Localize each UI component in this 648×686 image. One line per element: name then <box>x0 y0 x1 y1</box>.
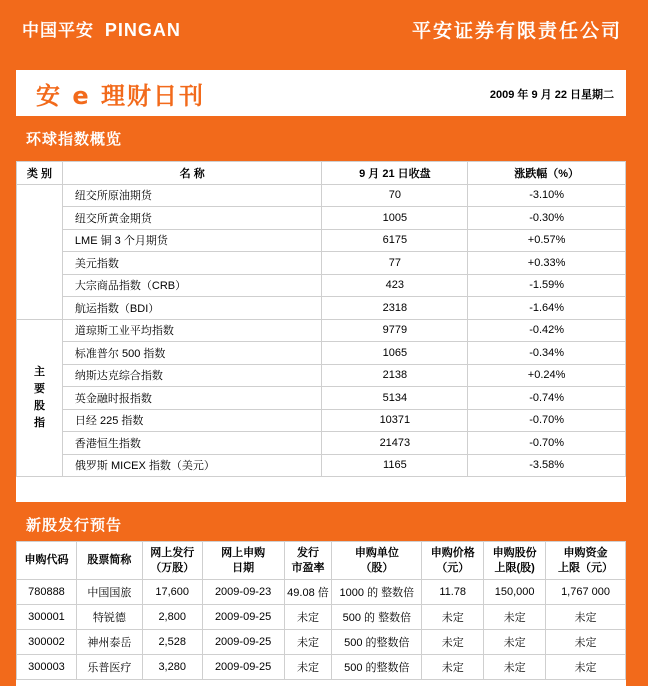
ipo-cell: 300003 <box>17 655 77 680</box>
index-change: -0.70% <box>468 432 626 455</box>
index-close: 77 <box>322 252 468 275</box>
index-change: -0.30% <box>468 207 626 230</box>
ipo-header-cell: 申购代码 <box>17 542 77 580</box>
global-index-panel <box>16 161 626 502</box>
table-row <box>17 364 626 387</box>
ipo-panel <box>16 541 626 686</box>
ipo-header-cell: 申购资金 上限（元） <box>546 542 626 580</box>
header-change: 涨跌幅（%） <box>468 162 626 185</box>
ipo-header-cell: 网上发行 （万股） <box>142 542 202 580</box>
table-row <box>17 252 626 275</box>
index-change: -0.34% <box>468 342 626 365</box>
table-row <box>17 207 626 230</box>
table-row <box>17 319 626 342</box>
ipo-cell: 2,800 <box>142 605 202 630</box>
ipo-cell: 未定 <box>422 605 484 630</box>
ipo-cell: 150,000 <box>484 580 546 605</box>
ipo-cell: 3,280 <box>142 655 202 680</box>
ipo-cell: 2009-09-23 <box>202 580 284 605</box>
header-category: 类 别 <box>17 162 63 185</box>
blank-cell <box>468 477 626 505</box>
ipo-cell: 特锐德 <box>76 605 142 630</box>
table-row <box>17 229 626 252</box>
index-name: 俄罗斯 MICEX 指数（美元） <box>62 454 322 477</box>
ipo-table <box>16 541 626 680</box>
table-header-row <box>17 162 626 185</box>
index-close: 9779 <box>322 319 468 342</box>
table-row <box>17 342 626 365</box>
header-name: 名 称 <box>62 162 322 185</box>
ipo-cell: 500 的整数倍 <box>332 630 422 655</box>
index-name: 香港恒生指数 <box>62 432 322 455</box>
index-close: 5134 <box>322 387 468 410</box>
table-row <box>17 409 626 432</box>
ipo-cell: 未定 <box>484 605 546 630</box>
index-change: -0.74% <box>468 387 626 410</box>
ipo-header-cell: 申购单位 （股） <box>332 542 422 580</box>
index-close: 21473 <box>322 432 468 455</box>
index-change: -1.59% <box>468 274 626 297</box>
index-change: -0.70% <box>468 409 626 432</box>
index-name: 道琼斯工业平均指数 <box>62 319 322 342</box>
index-change: -1.64% <box>468 297 626 320</box>
index-close: 423 <box>322 274 468 297</box>
category-label: 主 要 股 指 <box>33 365 45 429</box>
ipo-cell: 中国国旅 <box>76 580 142 605</box>
index-name: 纽交所原油期货 <box>62 184 322 207</box>
index-name: 纳斯达克综合指数 <box>62 364 322 387</box>
ipo-cell: 300002 <box>17 630 77 655</box>
index-close: 6175 <box>322 229 468 252</box>
global-index-title: 环球指数概览 <box>26 130 123 148</box>
index-close: 1065 <box>322 342 468 365</box>
ipo-cell: 未定 <box>422 630 484 655</box>
index-name: 美元指数 <box>62 252 322 275</box>
index-close: 70 <box>322 184 468 207</box>
index-name: 日经 225 指数 <box>62 409 322 432</box>
index-change: -0.42% <box>468 319 626 342</box>
ipo-cell: 2,528 <box>142 630 202 655</box>
ipo-cell: 2009-09-25 <box>202 630 284 655</box>
ipo-cell: 780888 <box>17 580 77 605</box>
index-name: 航运指数（BDI） <box>62 297 322 320</box>
ipo-cell: 2009-09-25 <box>202 655 284 680</box>
ipo-cell: 未定 <box>484 655 546 680</box>
ipo-title: 新股发行预告 <box>26 516 123 534</box>
table-row <box>17 655 626 680</box>
index-name: 英金融时报指数 <box>62 387 322 410</box>
ipo-cell: 未定 <box>484 630 546 655</box>
global-index-body <box>17 184 626 505</box>
ipo-cell: 49.08 倍 <box>284 580 332 605</box>
ipo-cell: 神州泰岳 <box>76 630 142 655</box>
index-name: 标准普尔 500 指数 <box>62 342 322 365</box>
ipo-cell: 300001 <box>17 605 77 630</box>
table-row <box>17 580 626 605</box>
index-close: 1165 <box>322 454 468 477</box>
index-close: 2138 <box>322 364 468 387</box>
table-row <box>17 184 626 207</box>
ipo-header-cell: 网上申购 日期 <box>202 542 284 580</box>
index-close: 2318 <box>322 297 468 320</box>
company-name: 平安证券有限责任公司 <box>411 20 622 42</box>
ipo-body <box>17 580 626 680</box>
ipo-cell: 未定 <box>284 655 332 680</box>
header-bar <box>0 0 648 66</box>
ipo-cell: 1000 的 整数倍 <box>332 580 422 605</box>
ipo-cell: 未定 <box>546 605 626 630</box>
index-close: 1005 <box>322 207 468 230</box>
masthead <box>16 70 626 116</box>
table-row <box>17 274 626 297</box>
ipo-header-cell: 股票简称 <box>76 542 142 580</box>
ipo-header-row <box>17 542 626 580</box>
global-index-table <box>16 161 626 505</box>
index-name: 大宗商品指数（CRB） <box>62 274 322 297</box>
index-change: +0.57% <box>468 229 626 252</box>
index-name: LME 铜 3 个月期货 <box>62 229 322 252</box>
ipo-cell: 1,767 000 <box>546 580 626 605</box>
index-name: 纽交所黄金期货 <box>62 207 322 230</box>
ipo-cell: 500 的 整数倍 <box>332 605 422 630</box>
ipo-cell: 乐普医疗 <box>76 655 142 680</box>
ipo-cell: 未定 <box>284 605 332 630</box>
pingan-logo <box>22 16 181 41</box>
index-change: -3.58% <box>468 454 626 477</box>
table-row <box>17 630 626 655</box>
publication-title: 安 e 理财日刊 <box>36 82 205 110</box>
table-row <box>17 454 626 477</box>
category-major-indices <box>17 319 63 477</box>
header-close: 9 月 21 日收盘 <box>322 162 468 185</box>
logo-cn: 中国平安 <box>22 21 94 41</box>
index-change: +0.33% <box>468 252 626 275</box>
table-row <box>17 297 626 320</box>
ipo-cell: 17,600 <box>142 580 202 605</box>
logo-en: PINGAN <box>104 20 181 40</box>
index-change: +0.24% <box>468 364 626 387</box>
blank-row <box>17 477 626 505</box>
ipo-cell: 11.78 <box>422 580 484 605</box>
table-row <box>17 432 626 455</box>
blank-cell <box>322 477 468 505</box>
ipo-header-cell: 发行 市盈率 <box>284 542 332 580</box>
ipo-header-cell: 申购价格 （元） <box>422 542 484 580</box>
index-close: 10371 <box>322 409 468 432</box>
ipo-cell: 未定 <box>422 655 484 680</box>
blank-cell <box>62 477 322 505</box>
ipo-cell: 未定 <box>546 630 626 655</box>
ipo-cell: 2009-09-25 <box>202 605 284 630</box>
table-row <box>17 387 626 410</box>
table-row <box>17 605 626 630</box>
ipo-cell: 未定 <box>284 630 332 655</box>
index-change: -3.10% <box>468 184 626 207</box>
ipo-header-cell: 申购股份 上限(股) <box>484 542 546 580</box>
ipo-cell: 500 的整数倍 <box>332 655 422 680</box>
ipo-cell: 未定 <box>546 655 626 680</box>
blank-cell <box>17 477 63 505</box>
issue-date: 2009 年 9 月 22 日星期二 <box>489 89 614 101</box>
category-commodities <box>17 184 63 319</box>
